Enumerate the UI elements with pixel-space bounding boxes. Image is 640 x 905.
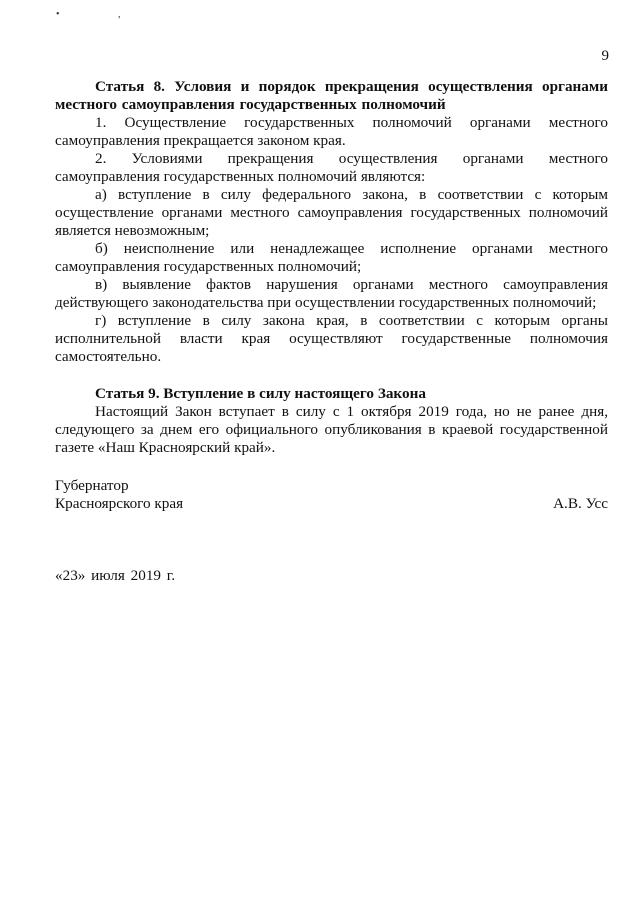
signature-block <box>55 477 608 513</box>
article-9-heading: Статья 9. Вступление в силу настоящего Закона <box>95 385 426 402</box>
article-8 <box>55 78 608 366</box>
article-8-heading: Статья 8. Условия и порядок прекращения осуществления органами местного самоуправления государственных полномочий <box>55 78 608 113</box>
signing-date: «23» июля 2019 г. <box>55 567 176 584</box>
signatory-title-line-2: Красноярского края <box>55 495 184 512</box>
article-9-paragraph-1: Настоящий Закон вступает в силу с 1 октября 2019 года, но не ранее дня, следующего за днем его официального опубликования в краевой государственной газете «Наш Красноярский край». <box>55 403 608 456</box>
article-8-item-g: г) вступление в силу закона края, в соответствии с которым органы исполнительной власти края осуществляют государственные полномочия самостоятельно. <box>55 312 608 365</box>
article-8-paragraph-2: 2. Условиями прекращения осуществления органами местного самоуправления государственных полномочий являются: <box>55 150 608 185</box>
article-8-item-v: в) выявление фактов нарушения органами местного самоуправления действующего законодательства при осуществлении государственных полномочий; <box>55 276 608 311</box>
signature-row <box>55 495 608 513</box>
article-8-paragraph-1: 1. Осуществление государственных полномочий органами местного самоуправления прекращается законом края. <box>55 114 608 149</box>
article-8-item-b: б) неисполнение или ненадлежащее исполнение органами местного самоуправления государственных полномочий; <box>55 240 608 275</box>
page-number: 9 <box>601 48 609 64</box>
article-8-item-a: а) вступление в силу федерального закона, в соответствии с которым осуществление органами местного самоуправления государственных полномочий является невозможным; <box>55 186 608 239</box>
document-body <box>55 78 608 457</box>
article-9 <box>55 385 608 457</box>
scan-marks: • , <box>56 9 149 20</box>
signatory-title-line-1: Губернатор <box>55 477 129 494</box>
signatory-name: А.В. Усс <box>553 495 608 512</box>
section-spacer <box>55 366 608 385</box>
